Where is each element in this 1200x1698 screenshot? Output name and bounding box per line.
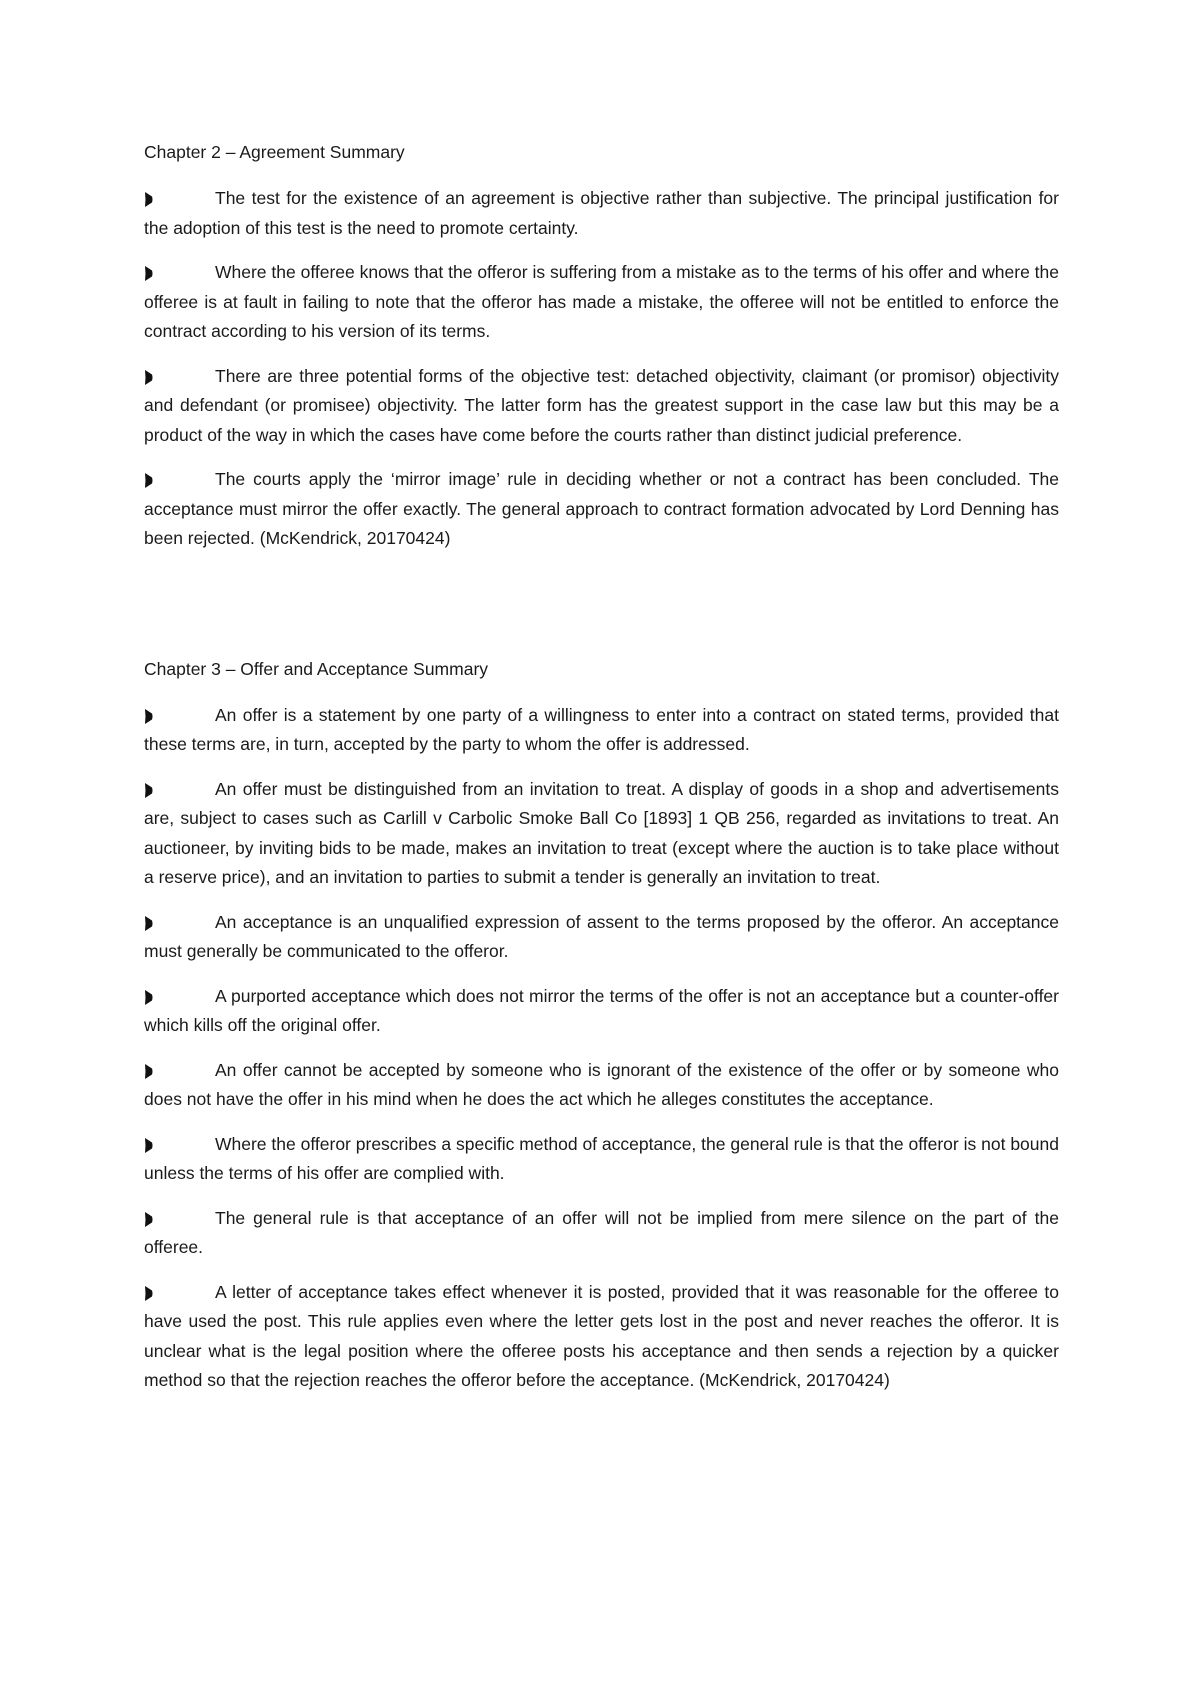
- bullet-text: The test for the existence of an agreement is objective rather than subjective. The principal justification for the adoption of this test is the need to promote certainty.: [144, 188, 1059, 238]
- bullet-text: An offer is a statement by one party of a willingness to enter into a contract on stated terms, provided that these terms are, in turn, accepted by the party to whom the offer is addressed.: [144, 704, 1059, 754]
- bullet-text: The courts apply the ‘mirror image’ rule in deciding whether or not a contract has been concluded. The acceptance must mirror the offer exactly. The general approach to contract formation advocated by Lord Denning has been rejected. (McKendrick, 20170424): [144, 469, 1059, 548]
- bullet-arrow-icon: [144, 370, 153, 385]
- section-spacer: [144, 569, 1059, 655]
- bullet-arrow-icon: [144, 783, 153, 798]
- bullet-text: An acceptance is an unqualified expression of assent to the terms proposed by the offeror. An acceptance must generally be communicated to the offeror.: [144, 911, 1059, 961]
- bullet-text: An offer must be distinguished from an invitation to treat. A display of goods in a shop and advertisements are, subject to cases such as Carlill v Carbolic Smoke Ball Co [1893] 1 QB 256, regarded as invitations to treat. An auctioneer, by inviting bids to be made, makes an invitation to treat (except where the auction is to take place without a reserve price), and an invitation to parties to submit a tender is generally an invitation to treat.: [144, 778, 1059, 887]
- bullet-item: [144, 1278, 1059, 1396]
- bullet-item: [144, 184, 1059, 243]
- document-page: [144, 138, 1059, 1411]
- bullet-arrow-icon: [144, 990, 153, 1005]
- bullet-list: [144, 184, 1059, 554]
- bullet-item: [144, 982, 1059, 1041]
- bullet-arrow-icon: [144, 1212, 153, 1227]
- bullet-text: The general rule is that acceptance of an offer will not be implied from mere silence on the part of the offeree.: [144, 1207, 1059, 1257]
- bullet-item: [144, 701, 1059, 760]
- section-chapter-3: [144, 655, 1059, 1396]
- bullet-item: [144, 1204, 1059, 1263]
- bullet-item: [144, 1056, 1059, 1115]
- bullet-arrow-icon: [144, 1064, 153, 1079]
- bullet-text: Where the offeree knows that the offeror is suffering from a mistake as to the terms of his offer and where the offeree is at fault in failing to note that the offeror has made a mistake, the offeree will not be entitled to enforce the contract according to his version of its terms.: [144, 262, 1059, 341]
- bullet-text: Where the offeror prescribes a specific method of acceptance, the general rule is that the offeror is not bound unless the terms of his offer are complied with.: [144, 1133, 1059, 1183]
- bullet-text: A purported acceptance which does not mirror the terms of the offer is not an acceptance but a counter-offer which kills off the original offer.: [144, 985, 1059, 1035]
- bullet-arrow-icon: [144, 709, 153, 724]
- bullet-arrow-icon: [144, 916, 153, 931]
- bullet-text: A letter of acceptance takes effect whenever it is posted, provided that it was reasonable for the offeree to have used the post. This rule applies even where the letter gets lost in the post and never reaches the offeror. It is unclear what is the legal position where the offeree posts his acceptance and then sends a rejection by a quicker method so that the rejection reaches the offeror before the acceptance. (McKendrick, 20170424): [144, 1281, 1059, 1390]
- bullet-arrow-icon: [144, 473, 153, 488]
- bullet-item: [144, 465, 1059, 554]
- bullet-arrow-icon: [144, 1286, 153, 1301]
- bullet-item: [144, 775, 1059, 893]
- bullet-arrow-icon: [144, 266, 153, 281]
- bullet-item: [144, 258, 1059, 347]
- bullet-item: [144, 362, 1059, 451]
- bullet-arrow-icon: [144, 1138, 153, 1153]
- bullet-arrow-icon: [144, 192, 153, 207]
- section-title: Chapter 2 – Agreement Summary: [144, 142, 405, 162]
- section-title: Chapter 3 – Offer and Acceptance Summary: [144, 658, 489, 679]
- section-chapter-2: [144, 138, 1059, 554]
- bullet-text: An offer cannot be accepted by someone who is ignorant of the existence of the offer or by someone who does not have the offer in his mind when he does the act which he alleges constitutes the acceptance.: [144, 1059, 1059, 1109]
- bullet-item: [144, 908, 1059, 967]
- bullet-list: [144, 701, 1059, 1396]
- bullet-text: There are three potential forms of the objective test: detached objectivity, claimant (or promisor) objectivity and defendant (or promisee) objectivity. The latter form has the greatest support in the case law but this may be a product of the way in which the cases have come before the courts rather than distinct judicial preference.: [144, 365, 1059, 445]
- bullet-item: [144, 1130, 1059, 1189]
